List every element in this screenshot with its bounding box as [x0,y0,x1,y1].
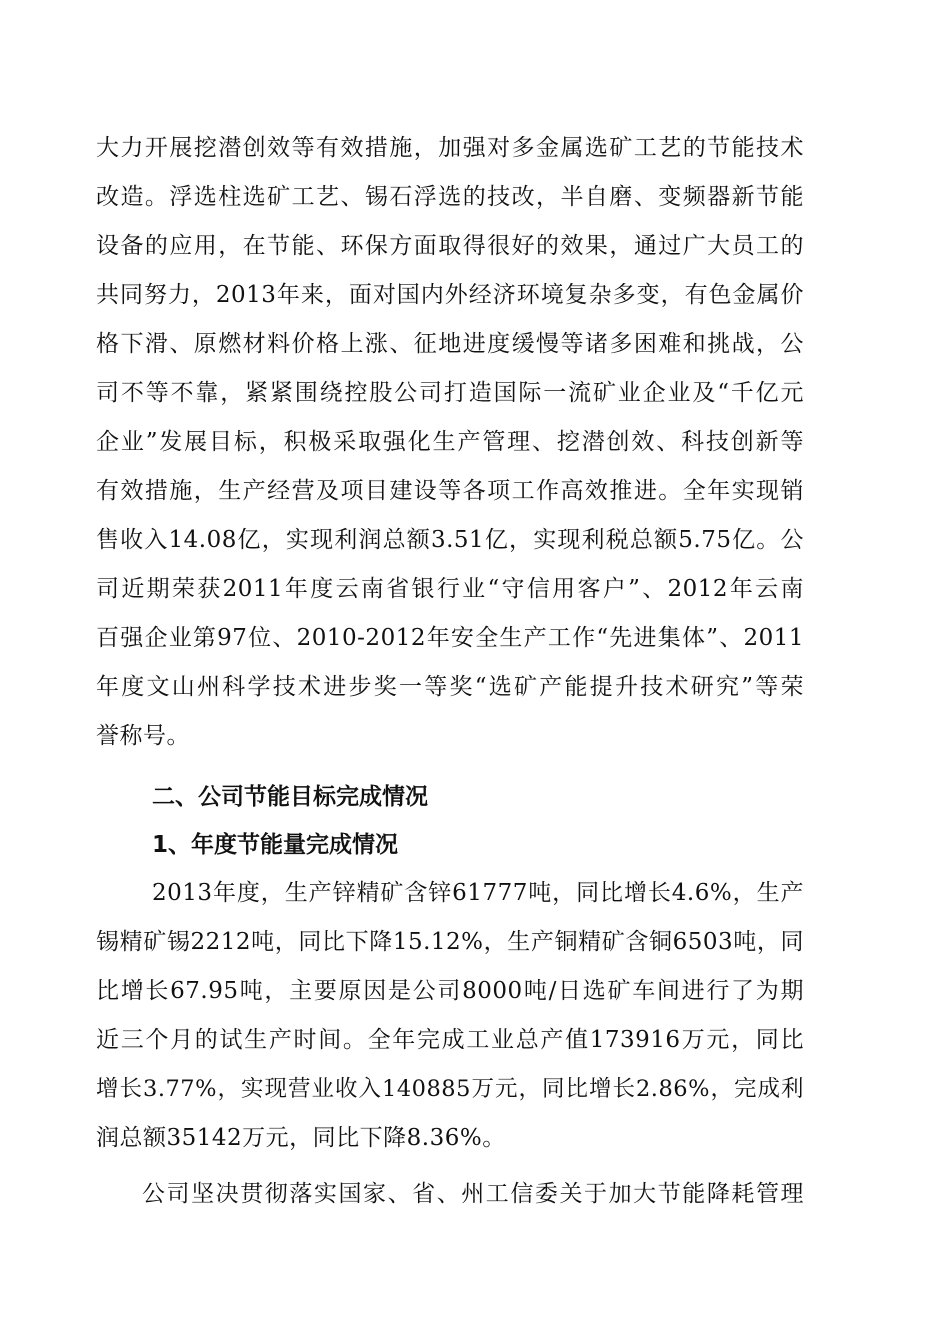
paragraph-1-line-2: 改造。浮选柱选矿工艺、锡石浮选的技改，半自磨、变频器新节能 [96,184,804,210]
paragraph-1-line-5: 格下滑、原燃材料价格上涨、征地进度缓慢等诸多困难和挑战，公 [96,331,804,357]
paragraph-3-line-1: 公司坚决贯彻落实国家、省、州工信委关于加大节能降耗管理 [142,1181,804,1207]
paragraph-2-line-1: 2013年度，生产锌精矿含锌61777吨，同比增长4.6%，生产 [152,880,804,906]
paragraph-2-line-2: 锡精矿锡2212吨，同比下降15.12%，生产铜精矿含铜6503吨，同 [96,929,804,955]
paragraph-1-line-12: 年度文山州科学技术进步奖一等奖“选矿产能提升技术研究”等荣 [96,674,804,700]
paragraph-1-line-6: 司不等不靠，紧紧围绕控股公司打造国际一流矿业企业及“千亿元 [96,380,804,406]
paragraph-1-line-9: 售收入14.08亿，实现利润总额3.51亿，实现利税总额5.75亿。公 [96,527,804,553]
paragraph-1-line-4: 共同努力，2013年来，面对国内外经济环境复杂多变，有色金属价 [96,282,804,308]
paragraph-2-line-4: 近三个月的试生产时间。全年完成工业总产值173916万元，同比 [96,1027,804,1053]
paragraph-1-line-13: 誉称号。 [96,723,190,749]
sub-heading: 1、年度节能量完成情况 [152,832,399,858]
paragraph-1-line-8: 有效措施，生产经营及项目建设等各项工作高效推进。全年实现销 [96,478,804,504]
section-heading: 二、公司节能目标完成情况 [152,784,428,810]
paragraph-1-line-3: 设备的应用，在节能、环保方面取得很好的效果，通过广大员工的 [96,233,804,259]
paragraph-2-line-5: 增长3.77%，实现营业收入140885万元，同比增长2.86%，完成利 [96,1076,804,1102]
paragraph-1-line-7: 企业”发展目标，积极采取强化生产管理、挖潜创效、科技创新等 [96,429,804,455]
paragraph-2-line-3: 比增长67.95吨，主要原因是公司8000吨/日选矿车间进行了为期 [96,978,804,1004]
paragraph-1-line-11: 百强企业第97位、2010-2012年安全生产工作“先进集体”、2011 [96,625,804,651]
paragraph-1-line-1: 大力开展挖潜创效等有效措施，加强对多金属选矿工艺的节能技术 [96,135,804,161]
paragraph-2-line-6: 润总额35142万元，同比下降8.36%。 [96,1125,506,1151]
paragraph-1-line-10: 司近期荣获2011年度云南省银行业“守信用客户”、2012年云南 [96,576,804,602]
